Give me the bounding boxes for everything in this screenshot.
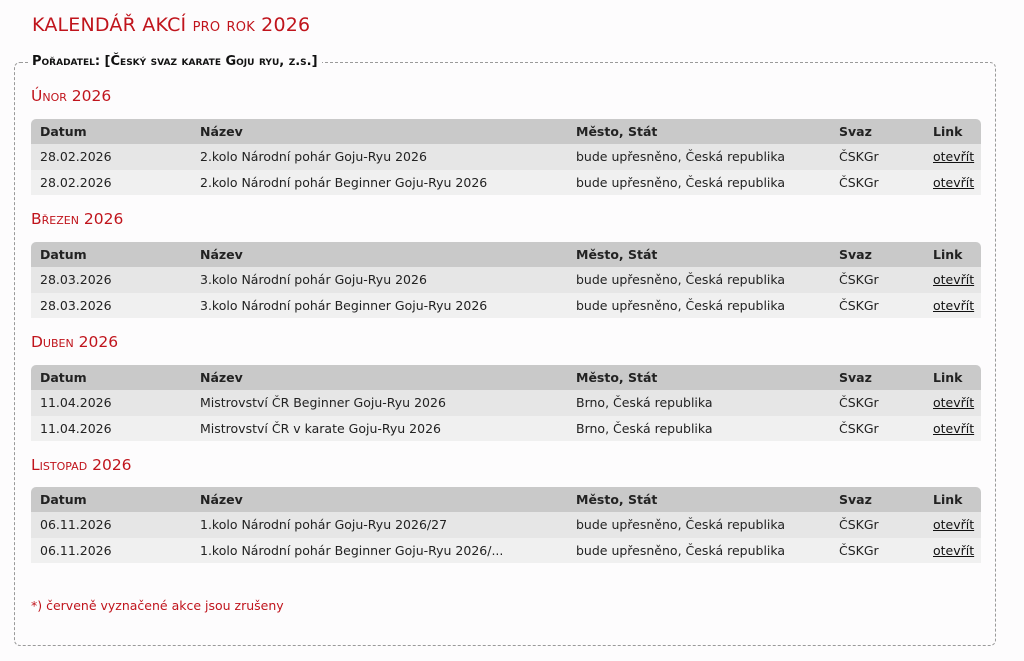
open-link[interactable]: otevřít [933, 517, 975, 533]
cell-link [924, 293, 981, 319]
cell-union: ČSKGr [830, 170, 924, 196]
cell-city: bude upřesněno, Česká republika [567, 267, 830, 293]
events-table [31, 365, 981, 441]
cell-city: bude upřesněno, Česká republika [567, 538, 830, 564]
table-header-row [31, 119, 981, 144]
table-header-row [31, 242, 981, 267]
month-heading: Březen 2026 [31, 210, 124, 228]
col-date: Datum [31, 365, 191, 390]
col-name: Název [191, 365, 567, 390]
col-city: Město, Stát [567, 242, 830, 267]
cell-union: ČSKGr [830, 293, 924, 319]
cell-date: 11.04.2026 [31, 390, 191, 416]
open-link[interactable]: otevřít [933, 420, 975, 436]
cell-date: 06.11.2026 [31, 538, 191, 564]
cell-date: 28.02.2026 [31, 170, 191, 196]
table-row [31, 144, 981, 170]
col-union: Svaz [830, 487, 924, 512]
month-heading: Listopad 2026 [31, 456, 132, 474]
col-link: Link [924, 365, 981, 390]
cell-union: ČSKGr [830, 144, 924, 170]
col-date: Datum [31, 119, 191, 144]
open-link[interactable]: otevřít [933, 174, 975, 190]
cell-union: ČSKGr [830, 390, 924, 416]
cell-name: 3.kolo Národní pohár Goju-Ryu 2026 [191, 267, 567, 293]
col-link: Link [924, 242, 981, 267]
cell-city: Brno, Česká republika [567, 416, 830, 442]
cell-name: 1.kolo Národní pohár Goju-Ryu 2026/27 [191, 512, 567, 538]
table-row [31, 293, 981, 319]
cell-city: bude upřesněno, Česká republika [567, 170, 830, 196]
table-row [31, 267, 981, 293]
cell-date: 28.03.2026 [31, 293, 191, 319]
table-row [31, 538, 981, 564]
col-city: Město, Stát [567, 487, 830, 512]
col-name: Název [191, 487, 567, 512]
open-link[interactable]: otevřít [933, 149, 975, 165]
col-city: Město, Stát [567, 119, 830, 144]
col-union: Svaz [830, 242, 924, 267]
table-header-row [31, 365, 981, 390]
table-row [31, 390, 981, 416]
cell-union: ČSKGr [830, 538, 924, 564]
table-row [31, 416, 981, 442]
table-row [31, 512, 981, 538]
month-heading: Únor 2026 [31, 87, 112, 105]
open-link[interactable]: otevřít [933, 297, 975, 313]
col-name: Název [191, 119, 567, 144]
organizer-legend: Pořadatel: [Český svaz karate Goju ryu, z.s.] [28, 54, 322, 69]
cell-date: 28.03.2026 [31, 267, 191, 293]
cancelled-note: *) červeně vyznačené akce jsou zrušeny [31, 598, 284, 613]
col-union: Svaz [830, 365, 924, 390]
cell-link [924, 416, 981, 442]
col-name: Název [191, 242, 567, 267]
col-city: Město, Stát [567, 365, 830, 390]
open-link[interactable]: otevřít [933, 395, 975, 411]
cell-link [924, 512, 981, 538]
events-table [31, 242, 981, 318]
cell-city: bude upřesněno, Česká republika [567, 144, 830, 170]
col-link: Link [924, 487, 981, 512]
cell-city: bude upřesněno, Česká republika [567, 293, 830, 319]
cell-union: ČSKGr [830, 416, 924, 442]
page-title [32, 14, 310, 36]
table-header-row [31, 487, 981, 512]
cell-name: 1.kolo Národní pohár Beginner Goju-Ryu 2026/... [191, 538, 567, 564]
cell-union: ČSKGr [830, 267, 924, 293]
cell-link [924, 267, 981, 293]
col-union: Svaz [830, 119, 924, 144]
cell-city: bude upřesněno, Česká republika [567, 512, 830, 538]
cell-name: Mistrovství ČR v karate Goju-Ryu 2026 [191, 416, 567, 442]
col-date: Datum [31, 242, 191, 267]
month-heading: Duben 2026 [31, 333, 119, 351]
open-link[interactable]: otevřít [933, 542, 975, 558]
cell-name: 3.kolo Národní pohár Beginner Goju-Ryu 2026 [191, 293, 567, 319]
cell-city: Brno, Česká republika [567, 390, 830, 416]
cell-name: Mistrovství ČR Beginner Goju-Ryu 2026 [191, 390, 567, 416]
cell-union: ČSKGr [830, 512, 924, 538]
events-table [31, 119, 981, 195]
cell-date: 11.04.2026 [31, 416, 191, 442]
page-title-sub: pro rok 2026 [192, 14, 311, 36]
table-row [31, 170, 981, 196]
page-title-main: KALENDÁŘ AKCÍ [32, 14, 187, 36]
cell-link [924, 538, 981, 564]
cell-name: 2.kolo Národní pohár Beginner Goju-Ryu 2026 [191, 170, 567, 196]
col-date: Datum [31, 487, 191, 512]
cell-link [924, 144, 981, 170]
cell-link [924, 170, 981, 196]
cell-link [924, 390, 981, 416]
cell-name: 2.kolo Národní pohár Goju-Ryu 2026 [191, 144, 567, 170]
open-link[interactable]: otevřít [933, 272, 975, 288]
cell-date: 06.11.2026 [31, 512, 191, 538]
events-table [31, 487, 981, 563]
cell-date: 28.02.2026 [31, 144, 191, 170]
col-link: Link [924, 119, 981, 144]
